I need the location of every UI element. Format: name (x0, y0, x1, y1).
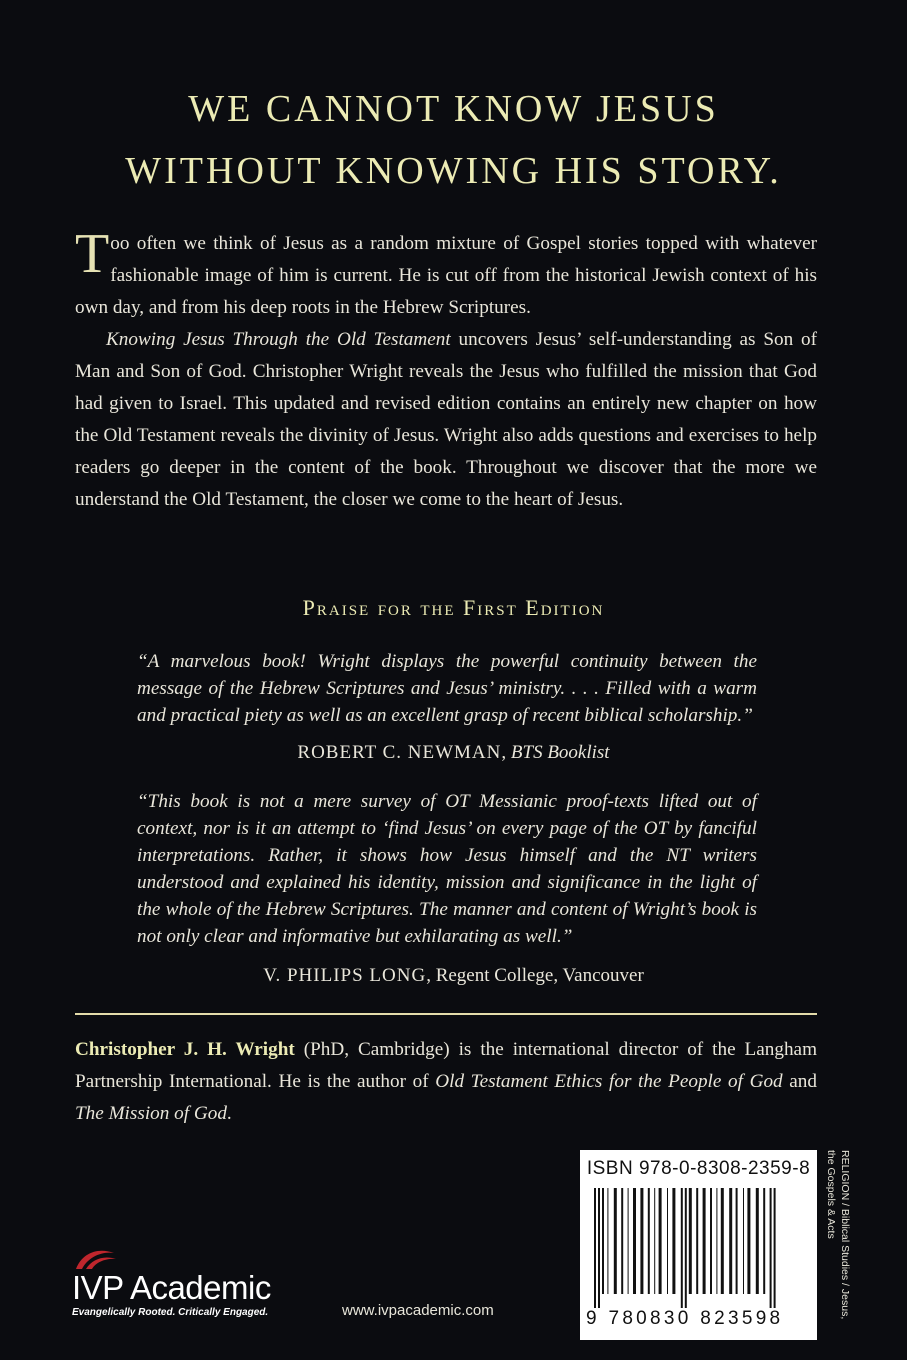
praise-quote-1: “A marvelous book! Wright displays the powerful continuity between the message of the Hebrew Scriptures and Jesus’ ministry. . . . Filled with a warm and practical piety as well as an excellent grasp of recent biblical scholarship.” (137, 651, 757, 726)
barcode-bar (736, 1188, 738, 1294)
bio-book-2: The Mission of God (75, 1103, 227, 1124)
barcode-bar (756, 1188, 759, 1294)
barcode-bar (685, 1188, 687, 1308)
divider-rule (75, 1013, 817, 1015)
barcode-bar (667, 1188, 668, 1294)
barcode-bar (729, 1188, 732, 1294)
barcode-bar (640, 1188, 643, 1294)
author-bio (75, 1034, 817, 1130)
barcode-bar (721, 1188, 724, 1294)
publisher-logo (72, 1245, 287, 1325)
isbn-barcode (580, 1150, 817, 1340)
author-name: Christopher J. H. Wright (75, 1039, 295, 1060)
quote-attribution-1: ROBERT C. NEWMAN, BTS Booklist (297, 742, 610, 763)
bio-book-1: Old Testament Ethics for the People of God (435, 1071, 783, 1092)
attribution-source: Regent College, Vancouver (435, 965, 644, 986)
barcode-bar (602, 1188, 604, 1294)
barcode-bar (774, 1188, 776, 1308)
barcode-bar (614, 1188, 617, 1294)
barcode-digits: 9 780830 823598 (586, 1308, 784, 1329)
publisher-tagline: Evangelically Rooted. Critically Engaged. (72, 1307, 269, 1318)
barcode-bar (648, 1188, 650, 1294)
description-paragraph-1 (75, 223, 817, 324)
headline (0, 78, 907, 202)
bio-text-3: . (226, 1103, 232, 1124)
headline-line-2: WITHOUT KNOWING HIS STORY. (125, 150, 782, 192)
barcode-bar (770, 1188, 772, 1308)
barcode-bar (703, 1188, 706, 1294)
description-text-2: uncovers Jesus’ self-understanding as Son of Man and Son of God. Christopher Wright reveals the Jesus who fulfilled the mission that God had given to Israel. This updated and revised edition contains an entirely new chapter on how the Old Testament reveals the divinity of Jesus. Wright also adds questions and exercises to help readers go deeper in the content of the book. Throughout we discover that the more we understand the Old Testament, the closer we come to the heart of Jesus. (75, 329, 817, 510)
category-line-2: the Gospels & Acts (825, 1150, 837, 1239)
bisac-category (816, 1150, 852, 1340)
barcode-bar (710, 1188, 712, 1294)
praise-quote-2: “This book is not a mere survey of OT Messianic proof-texts lifted out of context, nor is it an attempt to ‘find Jesus’ on every page of the OT by fanciful interpretations. Rather, it shows how Jesus himself and the NT writers understood and explained his identity, mission and significance in the light of the whole of the Hebrew Scriptures. The manner and content of Wright’s book is not only clear and informative but exhilarating as well.” (137, 791, 757, 947)
headline-line-1: WE CANNOT KNOW JESUS (188, 88, 719, 130)
barcode-bar (594, 1188, 596, 1308)
barcode-bar (621, 1188, 623, 1294)
category-line-1: RELIGION / Biblical Studies / Jesus, (839, 1150, 851, 1320)
attribution-name: ROBERT C. NEWMAN (297, 742, 502, 763)
barcode-bar (747, 1188, 750, 1294)
book-title: Knowing Jesus Through the Old Testament (106, 329, 451, 350)
attribution-name: V. PHILIPS LONG (263, 965, 427, 986)
quote-attribution-2: V. PHILIPS LONG, Regent College, Vancouver (263, 965, 644, 986)
barcode-bar (607, 1188, 608, 1294)
barcode-bar (681, 1188, 683, 1308)
barcode-bar (689, 1188, 692, 1294)
attribution-source: BTS Booklist (510, 742, 610, 763)
publisher-website: www.ivpacademic.com (342, 1302, 494, 1319)
barcode-bar (716, 1188, 717, 1294)
book-description (75, 223, 817, 516)
isbn-number: ISBN 978-0-8308-2359-8 (586, 1158, 811, 1179)
description-text-1: oo often we think of Jesus as a random mixture of Gospel stories topped with whatever fashionable image of him is current. He is cut off from the historical Jewish context of his own day, and from his deep roots in the Hebrew Scriptures. (75, 233, 817, 318)
barcode-bar (696, 1188, 698, 1294)
bio-text-1: (PhD, Cambridge) is the international director of the Langham Partnership International. He is the author of (75, 1039, 817, 1092)
barcode-bar (628, 1188, 629, 1294)
barcode-bar (598, 1188, 600, 1308)
barcode-bars (590, 1188, 807, 1308)
barcode-bar (672, 1188, 675, 1294)
barcode-bar (743, 1188, 744, 1294)
publisher-name: IVP Academic (72, 1269, 271, 1306)
barcode-bar (763, 1188, 765, 1294)
barcode-bar (654, 1188, 655, 1294)
drop-cap: T (75, 223, 110, 285)
description-paragraph-2 (75, 324, 817, 516)
barcode-bar (633, 1188, 636, 1294)
praise-heading: Praise for the First Edition (302, 595, 605, 620)
bio-text-2: and (782, 1071, 817, 1092)
barcode-bar (659, 1188, 662, 1294)
